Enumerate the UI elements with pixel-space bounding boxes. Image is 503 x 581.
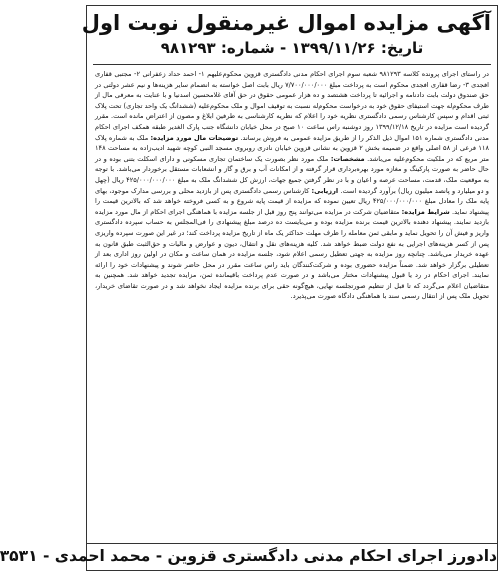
- notice-date-number: تاریخ: ۱۳۹۹/۱۱/۲۶ - شماره: ۹۸۱۲۹۳: [93, 38, 491, 65]
- subject-label: توضیحات مال مورد مزایده:: [150, 133, 239, 142]
- auction-notice: [0, 5, 498, 571]
- notice-title: آگهی مزایده اموال غیرمنقول نوبت اول: [81, 11, 491, 35]
- notice-intro: در راستای اجرای پرونده کلاسه ۹۸۱۲۹۳ شعبه سوم اجرای احکام مدنی دادگستری قزوین محکوم‌علیهم ۱- احمد حداد زعفرانی ۲- مجتبی قفاری افجدی ۳- رضا قفاری افجدی محکوم است به پرداخت مبلغ ۷/۷۰۰/۰۰۰/۰۰۰ ریال بابت اصل خواسته به انضمام سایر هزینه‌ها و نیم عشر دولتی در حق صندوق دولت بابت دادنامه و اجرائیه تا پرداخت هشتصد و ده هزار عمومی حقوق در حق آقای غلامحسین اسدنیا و با عنایت به معرفی مال از طرف محکوم‌له جهت استیفای حقوق خود به درخواست محکوم‌له نسبت به توقیف اموال و ملک محکوم‌علیه (ششدانگ یک واحد تجاری) تحت پلاک ثبتی اقدام و سپس کارشناس رسمی دادگستری نظریه خود را اعلام که نظریه کارشناسی به طرفین ابلاغ و مصون از اعتراض مانده است. مقرر گردیده است مزایده در تاریخ ۱۳۹۹/۱۲/۱۸ روز دوشنبه راس ساعت ۱۰ صبح در محل خیابان دانشگاه جنب پارک الغدیر طبقه همکف اجرای احکام مدنی دادگستری شماره ۱۵۱ اموال ذیل الذکر را از طریق مزایده عمومی به فروش برساند.: [95, 70, 489, 142]
- specs-text: ملک مورد نظر بصورت یک ساختمان تجاری مسکونی و دارای اسکلت بتنی بوده و در حال حاضر به صورت پارکینگ و مغازه مورد بهره‌برداری قرار گرفته و از امکانات آب و برق و گاز و انشعابات مستقل برخوردار می‌باشد. با توجه به موقعیت ملک، قدمت، مساحت عرصه و اعیان و با در نظر گرفتن جمیع جهات، ارزش کل ششدانگ ملک به مبلغ ۴۲۵/۰۰۰/۰۰۰/۰۰۰ ریال (چهل و دو میلیارد و پانصد میلیون ریال) برآورد گردیده است.: [95, 154, 489, 195]
- conditions-label: شرایط مزایده:: [401, 207, 450, 216]
- value-text: کارشناس رسمی دادگستری پس از بازدید محلی و بررسی مدارک موجود، بهای پایه ملک را معادل مبلغ ۴۲۵/۰۰۰/۰۰۰/۰۰۰ ریال تعیین نموده که مزایده از قیمت پایه شروع و به کسی فروخته خواهد شد که بالاترین قیمت را پیشنهاد نماید.: [95, 186, 489, 216]
- notice-body: [87, 65, 497, 553]
- value-label: ارزیابی:: [311, 186, 339, 195]
- conditions-text: متقاضیان شرکت در مزایده می‌توانند پنج روز قبل از جلسه مزایده با هماهنگی اجرای احکام از مال مورد مزایده بازدید نمایند. پیشنهاد دهنده بالاترین قیمت برنده مزایده بوده و می‌بایست ده درصد مبلغ پیشنهادی را فی‌المجلس به حساب سپرده دادگستری واریز و فیش آن را تحویل نماید و مابقی ثمن معامله را ظرف مهلت حداکثر یک ماه از تاریخ مزایده پرداخت کند؛ در غیر این صورت سپرده واریزی پس از کسر هزینه‌های اجرایی به نفع دولت ضبط خواهد شد. کلیه هزینه‌های نقل و انتقال، دیون و عوارض و مالیات و حق‌الثبت طبق قانون به عهده خریدار می‌باشد. چنانچه روز مزایده به جهتی تعطیل رسمی اعلام شود، جلسه مزایده در همان ساعت و مکان در اولین روز اداری بعد از تعطیلی برگزار خواهد شد. ضمناً مزایده حضوری بوده و شرکت‌کنندگان باید راس ساعت مقرر در محل حاضر شوند و پیشنهادات خود را ارائه نمایند. اجرای احکام در رد یا قبول پیشنهادات مختار می‌باشد و در صورت عدم پرداخت باقیمانده ثمن، مزایده تجدید خواهد شد. همچنین به متقاضیان اعلام می‌گردد که تا قبل از تنظیم صورتجلسه نهایی، هیچ‌گونه حقی برای برنده مزایده ایجاد نخواهد شد و در صورت تقاضای خریدار، تحویل ملک پس از انتقال رسمی سند با هماهنگی دادگاه صورت می‌پذیرد.: [95, 207, 489, 301]
- subject-text: ملک به شماره پلاک ۱۱۸ فرعی از ۵۸ اصلی واقع در ضمیمه بخش ۲ قزوین به نشانی قزوین خیابان نادری روبروی مسجد النبی کوچه شهید ادیب‌زاده به مساحت ۱۴۸ متر مربع که در ملکیت محکوم‌علیه می‌باشد.: [95, 133, 489, 163]
- notice-signature: دادورز اجرای احکام مدنی دادگستری قزوین - محمد احمدی - ۳۵۳۱: [87, 543, 497, 570]
- specs-label: مشخصات:: [330, 154, 365, 163]
